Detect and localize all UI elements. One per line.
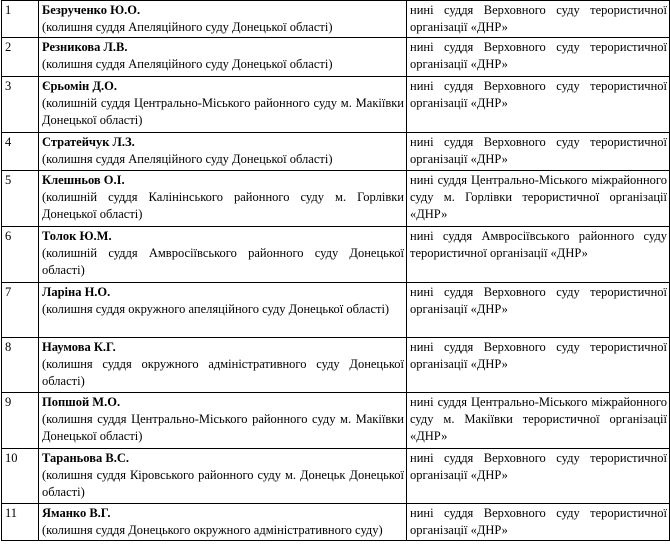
current-position: нині суддя Верховного суду терористичної організації «ДНР» bbox=[407, 38, 670, 77]
row-number: 10 bbox=[2, 449, 39, 504]
former-position: (колишня суддя Донецького окружного адміністративного суду) bbox=[42, 522, 383, 537]
table-row bbox=[2, 338, 670, 393]
table-row bbox=[2, 283, 670, 338]
table-row bbox=[2, 77, 670, 133]
judge-cell bbox=[39, 504, 407, 541]
row-number: 8 bbox=[2, 338, 39, 393]
judge-cell bbox=[39, 1, 407, 38]
current-position: нині суддя Верховного суду терористичної організації «ДНР» bbox=[407, 338, 670, 393]
row-number: 3 bbox=[2, 77, 39, 133]
table-row bbox=[2, 1, 670, 38]
judges-table bbox=[1, 0, 670, 541]
table-row bbox=[2, 133, 670, 171]
judge-name: Стратейчук Л.З. bbox=[42, 135, 135, 149]
judge-cell bbox=[39, 393, 407, 449]
row-number: 2 bbox=[2, 38, 39, 77]
row-number: 5 bbox=[2, 171, 39, 227]
row-number: 9 bbox=[2, 393, 39, 449]
judge-cell bbox=[39, 38, 407, 77]
judge-name: Клешньов О.І. bbox=[42, 173, 125, 187]
judge-name: Яманко В.Г. bbox=[42, 506, 111, 520]
current-position: нині суддя Верховного суду терористичної організації «ДНР» bbox=[407, 283, 670, 338]
judge-cell bbox=[39, 133, 407, 171]
judge-name: Тараньова В.С. bbox=[42, 451, 129, 465]
table-row bbox=[2, 449, 670, 504]
judge-cell bbox=[39, 171, 407, 227]
judge-name: Єрьомін Д.О. bbox=[42, 79, 117, 93]
judge-cell bbox=[39, 77, 407, 133]
former-position: (колишня суддя окружного адміністративного суду Донецької області) bbox=[42, 356, 404, 388]
table-row bbox=[2, 38, 670, 77]
judge-cell bbox=[39, 449, 407, 504]
judge-name: Резникова Л.В. bbox=[42, 40, 128, 54]
judge-cell bbox=[39, 338, 407, 393]
current-position: нині суддя Верховного суду терористичної організації «ДНР» bbox=[407, 1, 670, 38]
row-number: 4 bbox=[2, 133, 39, 171]
current-position: нині суддя Верховного суду терористичної організації «ДНР» bbox=[407, 504, 670, 541]
row-number: 1 bbox=[2, 1, 39, 38]
judge-name: Толок Ю.М. bbox=[42, 229, 112, 243]
current-position: нині суддя Центрально-Міського міжрайонного суду м. Горлівки терористичної організації «ДНР» bbox=[407, 171, 670, 227]
former-position: (колишня суддя Апеляційного суду Донецької області) bbox=[42, 151, 333, 166]
former-position: (колишня суддя окружного апеляційного суду Донецької області) bbox=[42, 301, 390, 316]
judge-name: Попшой М.О. bbox=[42, 395, 121, 409]
former-position: (колишня суддя Кіровського районного суду м. Донецьк Донецької області) bbox=[42, 467, 404, 499]
former-position: (колишня суддя Апеляційного суду Донецької області) bbox=[42, 56, 333, 71]
current-position: нині суддя Верховного суду терористичної організації «ДНР» bbox=[407, 77, 670, 133]
row-number: 6 bbox=[2, 227, 39, 283]
judge-name: Ларіна Н.О. bbox=[42, 285, 111, 299]
former-position: (колишня суддя Центрально-Міського районного суду м. Макіївки Донецької області) bbox=[42, 411, 404, 443]
former-position: (колишній суддя Центрально-Міського районного суду м. Макіївки Донецької області) bbox=[42, 95, 404, 127]
judge-name: Безрученко Ю.О. bbox=[42, 3, 141, 17]
current-position: нині суддя Амвросіївського районного суду терористичної організації «ДНР» bbox=[407, 227, 670, 283]
former-position: (колишній суддя Калінінського районного суду м. Горлівки Донецької області) bbox=[42, 189, 404, 221]
table-row bbox=[2, 171, 670, 227]
table-row bbox=[2, 393, 670, 449]
current-position: нині суддя Верховного суду терористичної організації «ДНР» bbox=[407, 133, 670, 171]
current-position: нині суддя Центрально-Міського міжрайонного суду м. Макіївки терористичної організації «ДНР» bbox=[407, 393, 670, 449]
current-position: нині суддя Верховного суду терористичної організації «ДНР» bbox=[407, 449, 670, 504]
table-row bbox=[2, 227, 670, 283]
judge-name: Наумова К.Г. bbox=[42, 340, 116, 354]
judge-cell bbox=[39, 227, 407, 283]
row-number: 11 bbox=[2, 504, 39, 541]
former-position: (колишня суддя Апеляційного суду Донецької області) bbox=[42, 19, 333, 34]
former-position: (колишній суддя Амвросіївського районного суду Донецької області) bbox=[42, 245, 404, 277]
row-number: 7 bbox=[2, 283, 39, 338]
judge-cell bbox=[39, 283, 407, 338]
judges-table-body bbox=[2, 1, 670, 541]
table-row bbox=[2, 504, 670, 541]
